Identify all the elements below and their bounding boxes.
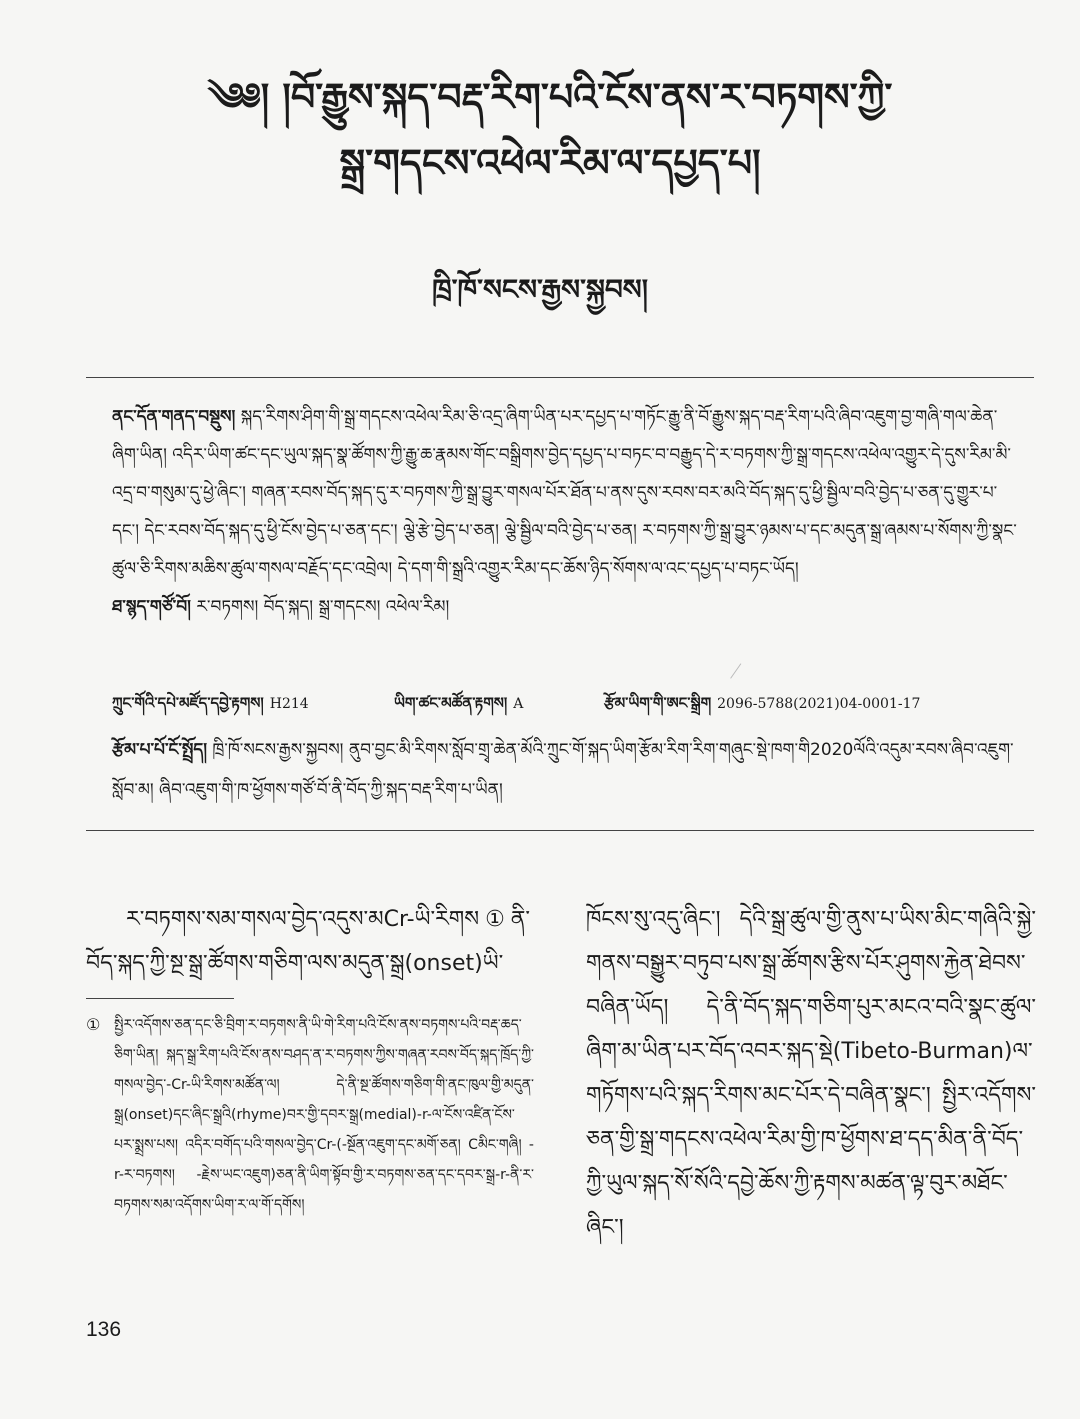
article-id-value: 2096-5788(2021)04-0001-17 [717,696,921,712]
author-name: ཁྲི་ཁོ་སངས་རྒྱས་སྐྱབས། [432,273,648,306]
keywords-text: ར་བཏགས། བོད་སྐད། སྒྲ་གདངས། འཕེལ་རིམ། [196,597,450,617]
body-paragraph: ཁོངས་སུ་འདུ་ཞིང་། དེའི་སྒྲ་ཚུལ་གྱི་ནུས་པ་ཡིས་མིང་གཞིའི་སྐྱེ་གནས་བསྒྱུར་བཏུབ་པས་སྒྲ་ཚོགས་རྩིས་པོར་ཤུགས་རྐྱེན་ཐེབས་བཞིན་ཡོད། དེ་ནི་བོད་སྐད་གཅིག་པུར་མངའ་བའི་སྣང་ཚུལ་ཞིག་མ་ཡིན་པར་བོད་འབར་སྐད་སྡེ(Tibeto-Burman)ལ་གཏོགས་པའི་སྐད་རིགས་མང་པོར་དེ་བཞིན་སྣང་། སྤྱིར་འདོགས་ཅན་གྱི་སྒྲ་གདངས་འཕེལ་རིམ་གྱི་ཁ་ཕྱོགས་ཐ་དད་མིན་ནི་བོད་ཀྱི་ཡུལ་སྐད་སོ་སོའི་དབྱེ་ཆོས་ཀྱི་རྟགས་མཚན་ལྟ་བུར་མཐོང་ཞིང་། [586,907,1036,1240]
article-id-label: རྩོམ་ཡིག་གི་ཨང་སྒྲིག [604,694,712,712]
keywords-line [112,588,1024,626]
clc-item [112,688,309,719]
article-title: ༄༅། །བོ་རྒྱུས་སྐད་བརྡ་རིག་པའི་ངོས་ནས་ར་བཏགས་ཀྱི་ སྒྲ་གདངས་འཕེལ་རིམ་ལ་དཔྱད་པ། [207,75,893,185]
footnote-divider [86,998,234,999]
bottom-divider [86,830,1034,831]
classification-row [112,688,1024,718]
clc-value: H214 [269,696,309,712]
top-divider [86,377,1034,378]
bio-text: ཁྲི་ཁོ་སངས་རྒྱས་སྐྱབས། ནུབ་བྱང་མི་རིགས་སློབ་གྲྭ་ཆེན་མོའི་ཀྲུང་གོ་སྐད་ཡིག་རྩོམ་རིག་རིག་གཞུང་སྡེ་ཁག་གི2020ལོའི་འདུམ་རབས་ཞིབ་འཇུག་སློབ་མ། ཞིབ་འཇུག་གི་ཁ་ཕྱོགས་གཙོ་བོ་ནི་བོད་ཀྱི་སྐད་བརྡ་རིག་པ་ཡིན། [112,740,1014,800]
article-id-item [604,688,920,719]
doc-code-label: ཡིག་ཚང་མཚོན་རྟགས། [394,694,508,712]
abstract-text: སྐད་རིགས་ཤིག་གི་སྒྲ་གདངས་འཕེལ་རིམ་ཅི་འདྲ་ཞིག་ཡིན་པར་དཔྱད་པ་གཏོང་རྒྱུ་ནི་བོ་རྒྱུས་སྐད་བརྡ་རིག་པའི་ཞིབ་འཇུག་བྱ་གཞི་གལ་ཆེན་ཞིག་ཡིན། འདིར་ཡིག་ཚང་དང་ཡུལ་སྐད་སྣ་ཚོགས་ཀྱི་རྒྱུ་ཆ་རྣམས་གོང་བསྒྲིགས་བྱེད་དཔྱད་པ་བཏང་བ་བརྒྱུད་དེ་ར་བཏགས་ཀྱི་སྒྲ་གདངས་འཕེལ་འགྱུར་དེ་དུས་རིམ་མི་འདྲ་བ་གསུམ་དུ་ཕྱེ་ཞིང་། གཞན་རབས་བོད་སྐད་དུ་ར་བཏགས་ཀྱི་སྒྲ་བྱུར་གསལ་པོར་ཐོན་པ་ནས་དུས་རབས་བར་མའི་བོད་སྐད་དུ་ཕྱི་སྦྱིལ་བའི་བྱེད་པ་ཅན་དུ་གྱུར་པ་དང་། དེང་རབས་བོད་སྐད་དུ་ཕྱི་ངོས་བྱེད་པ་ཅན་དང་། ལྕེ་རྩེ་བྱེད་པ་ཅན། ལྕེ་སྦྱིལ་བའི་བྱེད་པ་ཅན། ར་བཏགས་ཀྱི་སྒྲ་བྱུར་ཉམས་པ་དང་མདུན་སྒྲ་ཞམས་པ་སོགས་ཀྱི་སྣང་ཚུལ་ཅི་རིགས་མཆིས་ཚུལ་གསལ་བརྗོད་དང་འབྲེལ། དེ་དག་གི་སྒྲའི་འགྱུར་རིམ་དང་ཆོས་ཉིད་སོགས་ལ་འང་དཔྱད་པ་བཏང་ཡོད། [112,407,1017,579]
abstract-label: ནང་དོན་གནད་བསྡུས། [112,407,236,427]
body-paragraph: ར་བཏགས་སམ་གསལ་བྱེད་འདུས་མCr-ཡི་རིགས①ནི་བོད་སྐད་ཀྱི་སྔ་སྒྲ་ཚོགས་གཅིག་ལས་མདུན་སྒྲ(onset)ཡི་ [86,907,530,976]
doc-code-value: A [513,696,524,712]
footnote-mark: ① [86,1015,101,1034]
doc-code-item [394,688,523,719]
abstract-block [112,398,1024,626]
clc-label: ཀྲུང་གོའི་དཔེ་མཛོད་དབྱེ་རྟགས། [112,694,264,712]
keywords-label: ཐ་སྙད་གཙོ་བོ། [112,597,191,617]
abstract-paragraph [112,398,1024,588]
page-number: 136 [86,1318,122,1341]
body-right-column [586,898,1036,1250]
bio-label: རྩོམ་པ་པོ་ངོ་སྤྲོད། [112,740,207,760]
body-left-column [86,898,530,986]
footnote-text: སྤྱིར་འདོགས་ཅན་དང་ཅི་བྲིག་ར་བཏགས་ནི་ཡི་གེ་རིག་པའི་ངོས་ནས་བཏགས་པའི་བརྡ་ཆད་ཅིག་ཡིན། སྐད་སྒྲ་རིག་པའི་ངོས་ནས་བཤད་ན་ར་བཏགས་ཀྱིས་གཞན་རབས་བོད་སྐད་ཁྲོད་ཀྱི་གསལ་བྱེད་-Cr-ཡི་རིགས་མཚོན་ལ། དེ་ནི་སྔ་ཚོགས་གཅིག་གི་ནང་ཁུལ་གྱི་མདུན་སྒྲ(onset)དང་ཞིང་སྒྲའི(rhyme)བར་གྱི་དབར་སྒྲ(medial)-r-ལ་ངོས་འཛིན་ངོས་པར་སྨྲས་པས། འདིར་བགོད་པའི་གསལ་བྱེད་Cr-(-སྔོན་འཇུག་དང་མགོ་ཅན། Cམིང་གཞི། -r-ར་བཏགས། -རྗེས་ཡང་འཇུག)ཅན་ནི་ཡིག་སྟོབ་གྱི་ར་བཏགས་ཅན་དང་དབར་སྒྲ-r-ནི་ར་བཏགས་སམ་འདོགས་ཡིག་ར་ལ་གོ་དགོས། [114,1017,534,1213]
scan-mark [730,663,753,686]
footnote [86,1010,534,1220]
author-bio [112,730,1024,810]
